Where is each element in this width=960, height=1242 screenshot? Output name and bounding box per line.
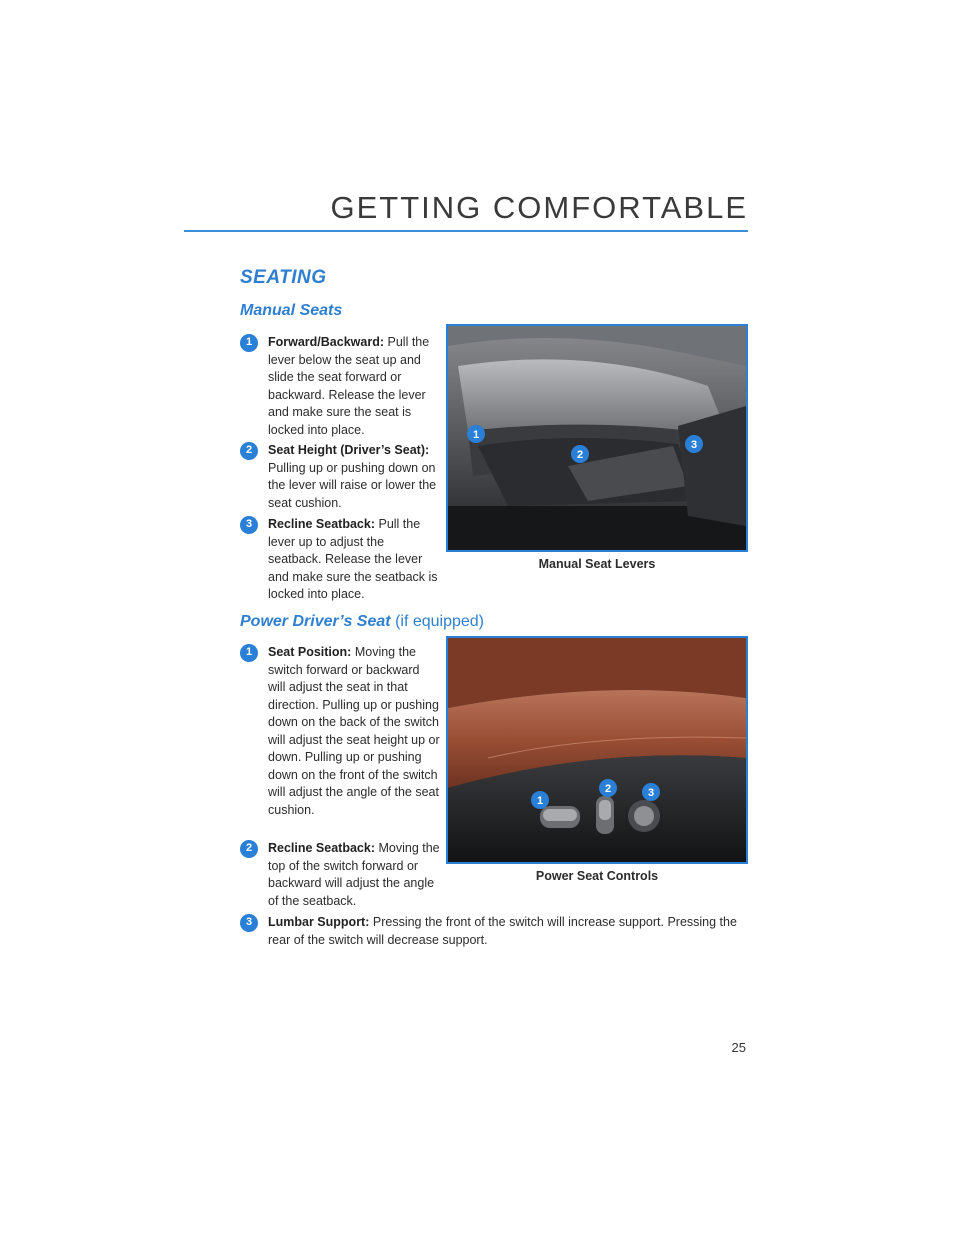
item-label: Forward/Backward: [268,335,385,349]
page-number: 25 [731,1040,746,1055]
item-label: Seat Position: [268,645,352,659]
manual-photo-caption: Manual Seat Levers [538,557,656,571]
item-label: Recline Seatback: [268,517,375,531]
manual-item-3 [240,516,440,604]
power-item-1 [240,644,440,819]
manual-item-2 [240,442,440,512]
item-label: Recline Seatback: [268,841,375,855]
power-seat-title [240,613,484,631]
manual-seat-photo [446,324,748,552]
step-number-badge: 3 [240,914,258,932]
power-item-2 [240,840,440,910]
item-text: Moving the switch forward or backward will adjust the seat in that direction. Pulling up or pushing down on the back of the switch will adjust the seat height up or down. Pulling up or pushing down on the front of the switch will adjust the angle of the seat cushion. [268,645,440,817]
chapter-title: GETTING COMFORTABLE [330,190,748,225]
power-seat-title-main: Power Driver’s Seat [240,613,391,630]
callout-3: 3 [690,439,698,451]
callout-1: 1 [472,429,480,441]
item-text: Moving the top of the switch forward or backward will adjust the angle of the seatback. [268,841,440,908]
manual-seats-title: Manual Seats [240,302,343,319]
callout-3: 3 [647,787,655,799]
step-number-badge: 1 [240,334,258,352]
item-text: Pressing the front of the switch will increase support. Pressing the rear of the switch will decrease support. [268,915,737,947]
item-label: Seat Height (Driver’s Seat): [268,443,430,457]
callout-2: 2 [604,783,612,795]
power-seat-photo [446,636,748,864]
power-seat-title-suffix: (if equipped) [395,613,485,630]
item-text: Pull the lever below the seat up and slide the seat forward or backward. Release the lever and make sure the seat is locked into place. [268,335,430,437]
power-item-3 [240,914,750,949]
item-text: Pull the lever up to adjust the seatback. Release the lever and make sure the seatback is locked into place. [268,517,438,601]
section-title: SEATING [240,267,327,288]
step-number-badge: 2 [240,840,258,858]
item-text: Pulling up or pushing down on the lever will raise or lower the seat cushion. [268,460,437,510]
callout-1: 1 [536,795,544,807]
callout-2: 2 [576,449,584,461]
manual-item-1 [240,334,440,439]
header-divider [184,230,748,232]
power-photo-caption: Power Seat Controls [535,869,659,883]
step-number-badge: 2 [240,442,258,460]
step-number-badge: 1 [240,644,258,662]
item-label: Lumbar Support: [268,915,370,929]
step-number-badge: 3 [240,516,258,534]
